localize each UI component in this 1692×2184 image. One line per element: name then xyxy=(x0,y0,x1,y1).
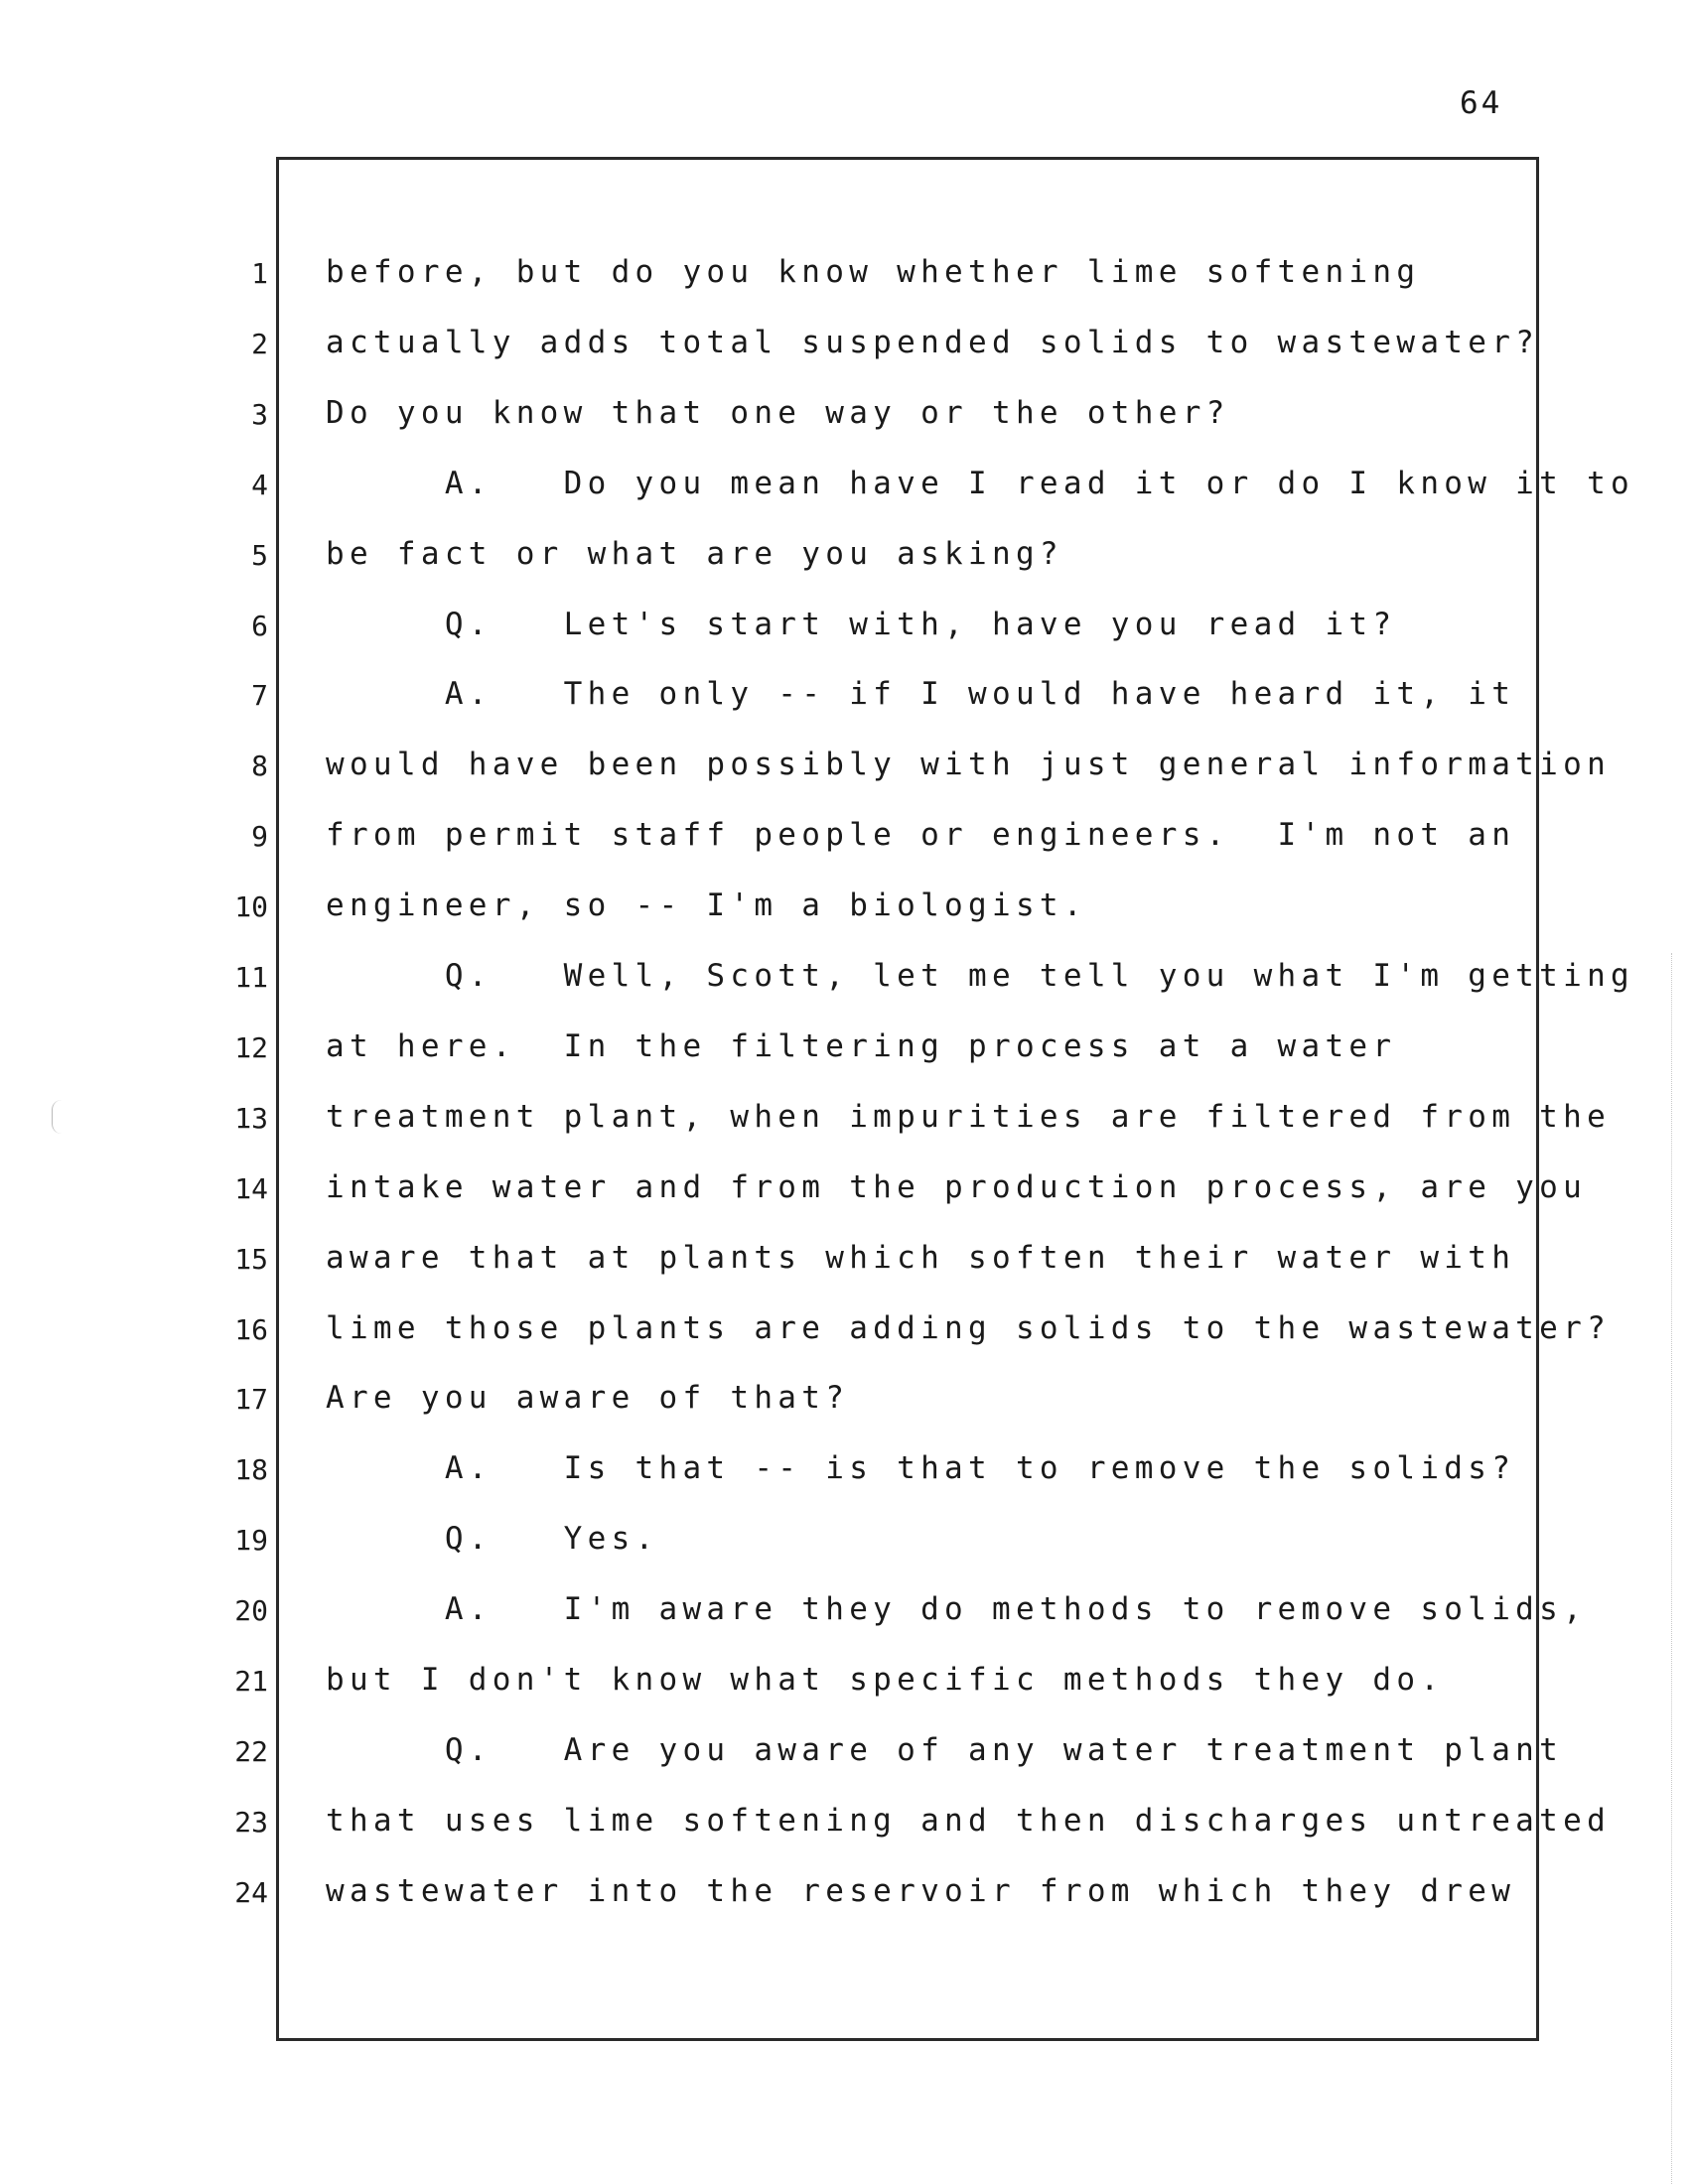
transcript-line: Q. Well, Scott, let me tell you what I'm getting xyxy=(326,958,1634,994)
line-number: 7 xyxy=(251,679,268,712)
transcript-line: A. Is that -- is that to remove the solids? xyxy=(326,1450,1516,1486)
scan-artifact xyxy=(52,1100,63,1134)
line-number: 1 xyxy=(251,257,268,290)
line-number: 22 xyxy=(234,1735,268,1768)
transcript-line: but I don't know what specific methods they do. xyxy=(326,1662,1445,1698)
transcript-line: engineer, so -- I'm a biologist. xyxy=(326,887,1087,923)
transcript-line: at here. In the filtering process at a water xyxy=(326,1028,1397,1064)
line-number: 3 xyxy=(251,398,268,431)
line-number: 2 xyxy=(251,328,268,360)
transcript-line: be fact or what are you asking? xyxy=(326,536,1063,572)
line-number: 24 xyxy=(234,1876,268,1909)
line-number: 8 xyxy=(251,750,268,782)
transcript-line: Q. Are you aware of any water treatment plant xyxy=(326,1732,1564,1768)
transcript-line: aware that at plants which soften their water with xyxy=(326,1240,1516,1276)
line-number: 17 xyxy=(234,1383,268,1416)
transcript-line: intake water and from the production process, are you xyxy=(326,1169,1588,1205)
line-number: 16 xyxy=(234,1313,268,1346)
transcript-line: from permit staff people or engineers. I'm not an xyxy=(326,817,1516,853)
transcript-line: Are you aware of that? xyxy=(326,1380,850,1416)
transcript-line: lime those plants are adding solids to the wastewater? xyxy=(326,1310,1612,1346)
transcript-line: treatment plant, when impurities are filtered from the xyxy=(326,1099,1612,1135)
line-number: 5 xyxy=(251,539,268,572)
transcript-line: that uses lime softening and then discharges untreated xyxy=(326,1803,1612,1839)
line-number: 10 xyxy=(234,890,268,923)
transcript-line: actually adds total suspended solids to wastewater? xyxy=(326,325,1540,360)
transcript-line: Do you know that one way or the other? xyxy=(326,395,1230,431)
line-number: 19 xyxy=(234,1524,268,1557)
transcript-line: A. I'm aware they do methods to remove solids, xyxy=(326,1591,1588,1627)
scan-edge xyxy=(1669,953,1672,2184)
line-number: 11 xyxy=(234,961,268,994)
line-number: 14 xyxy=(234,1172,268,1205)
transcript-line: wastewater into the reservoir from which they drew xyxy=(326,1873,1516,1909)
transcript-line: Q. Let's start with, have you read it? xyxy=(326,607,1397,642)
line-number: 4 xyxy=(251,469,268,501)
line-number: 21 xyxy=(234,1665,268,1698)
line-number: 20 xyxy=(234,1594,268,1627)
transcript-line: before, but do you know whether lime softening xyxy=(326,254,1421,290)
transcript-line: Q. Yes. xyxy=(326,1521,659,1557)
line-number: 12 xyxy=(234,1031,268,1064)
line-number: 9 xyxy=(251,820,268,853)
line-number: 6 xyxy=(251,610,268,642)
page-number: 64 xyxy=(1460,85,1503,121)
transcript-line: would have been possibly with just general information xyxy=(326,747,1612,782)
line-number: 18 xyxy=(234,1453,268,1486)
transcript-line: A. The only -- if I would have heard it, it xyxy=(326,676,1516,712)
line-number: 15 xyxy=(234,1243,268,1276)
transcript-line: A. Do you mean have I read it or do I know it to xyxy=(326,466,1634,501)
line-number: 23 xyxy=(234,1806,268,1839)
line-number: 13 xyxy=(234,1102,268,1135)
